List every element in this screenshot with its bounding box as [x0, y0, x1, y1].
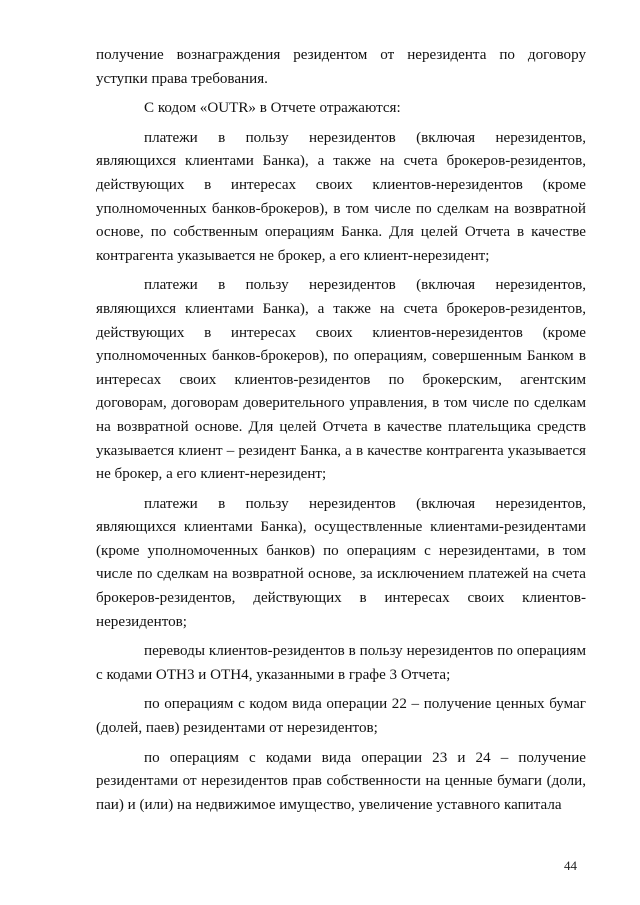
page-number: 44 — [564, 858, 577, 873]
paragraph-continuation: получение вознаграждения резидентом от нерезидента по договору уступки права требования. — [96, 47, 586, 87]
paragraph-operation-23-24: по операциям с кодами вида операции 23 и 24 – получение резидентами от нерезидентов прав собственности на ценные бумаги (доли, паи) и (или) на недвижимое имущество, увеличение уставного капитала — [96, 749, 586, 813]
document-body — [96, 44, 586, 817]
paragraph-payments-own-operations: платежи в пользу нерезидентов (включая нерезидентов, являющихся клиентами Банка), а также на счета брокеров-резидентов, действующих в интересах своих клиентов-нерезидентов (кроме уполномоченных банков-брокеров), в том числе по сделкам на возвратной основе, по собственным операциям Банка. Для целей Отчета в качестве контрагента указывается не брокер, а его клиент-нерезидент; — [96, 129, 586, 264]
paragraph-payments-client-operations: платежи в пользу нерезидентов (включая нерезидентов, являющихся клиентами Банка), а также на счета брокеров-резидентов, действующих в интересах своих клиентов-нерезидентов (кроме уполномоченных банков-брокеров), по операциям, совершенным Банком в интересах своих клиентов-резидентов по брокерским, агентским договорам, договорам доверительного управления, в том числе по сделкам на возвратной основе. Для целей Отчета в качестве плательщика средств указывается клиент – резидент Банка, а в качестве контрагента указывается не брокер, а его клиент-нерезидент; — [96, 277, 586, 483]
paragraph-transfers-oth: переводы клиентов-резидентов в пользу нерезидентов по операциям с кодами ОТН3 и ОТН4, указанными в графе 3 Отчета; — [96, 643, 586, 683]
paragraph-operation-22: по операциям с кодом вида операции 22 – получение ценных бумаг (долей, паев) резидентами от нерезидентов; — [96, 696, 586, 737]
paragraph-outr-intro: С кодом «OUTR» в Отчете отражаются: — [144, 100, 401, 117]
paragraph-payments-by-residents: платежи в пользу нерезидентов (включая нерезидентов, являющихся клиентами Банка), осуществленные клиентами-резидентами (кроме уполномоченных банков) по операциям с нерезидентами, в том числе по сделкам на возвратной основе, за исключением платежей на счета брокеров-резидентов, действующих в интересах своих клиентов-нерезидентов; — [96, 495, 586, 630]
